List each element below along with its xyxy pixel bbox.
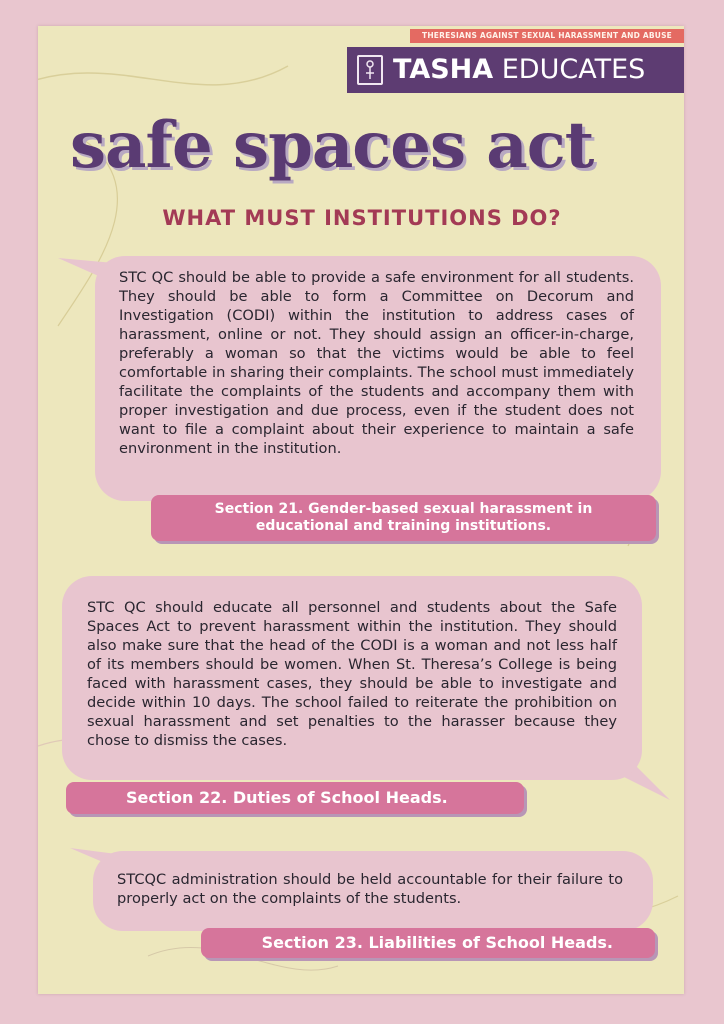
torch-icon: [359, 57, 381, 83]
section-23-label: Section 23. Liabilities of School Heads.: [201, 928, 655, 958]
speech-bubble-2: [62, 576, 642, 780]
brand-name-bold: TASHA: [393, 54, 494, 85]
section-21-label: Section 21. Gender-based sexual harassment in educational and training institutions.: [151, 495, 656, 541]
speech-bubble-1: [95, 256, 661, 501]
section-2-body: STC QC should educate all personnel and students about the Safe Spaces Act to prevent harassment within the institution. They should also make sure that the head of the CODI is a woman and not less half of its members should be women. When St. Theresa’s College is being faced with harassment cases, they should be able to investigate and decide within 10 days. The school failed to reiterate the prohibition on sexual harassment and set penalties to the harasser because they chose to dismiss the cases.: [87, 599, 617, 749]
brand-name-rest: EDUCATES: [501, 54, 646, 85]
brand-name: [393, 47, 645, 93]
section-3-body: STCQC administration should be held accountable for their failure to properly act on the complaints of the students.: [117, 871, 623, 907]
logo-icon: [357, 55, 383, 85]
page-subtitle: WHAT MUST INSTITUTIONS DO?: [162, 206, 562, 230]
speech-bubble-3: [93, 851, 653, 931]
section-22-label: Section 22. Duties of School Heads.: [66, 782, 524, 814]
tagline: THERESIANS AGAINST SEXUAL HARASSMENT AND ABUSE: [410, 29, 684, 43]
page-title: safe spaces act: [70, 108, 594, 183]
section-1-body: STC QC should be able to provide a safe environment for all students. They should be able to form a Committee on Decorum and Investigation (CODI) within the institution to address cases of harassment, online or not. They should assign an officer-in-charge, preferably a woman so that the victims would be able to feel comfortable in sharing their complaints. The school must immediately facilitate the complaints of the students and accompany them with proper investigation and due process, even if the student does not want to file a complaint about their experience to maintain a safe environment in the institution.: [119, 269, 634, 457]
brand-banner: [347, 47, 684, 93]
